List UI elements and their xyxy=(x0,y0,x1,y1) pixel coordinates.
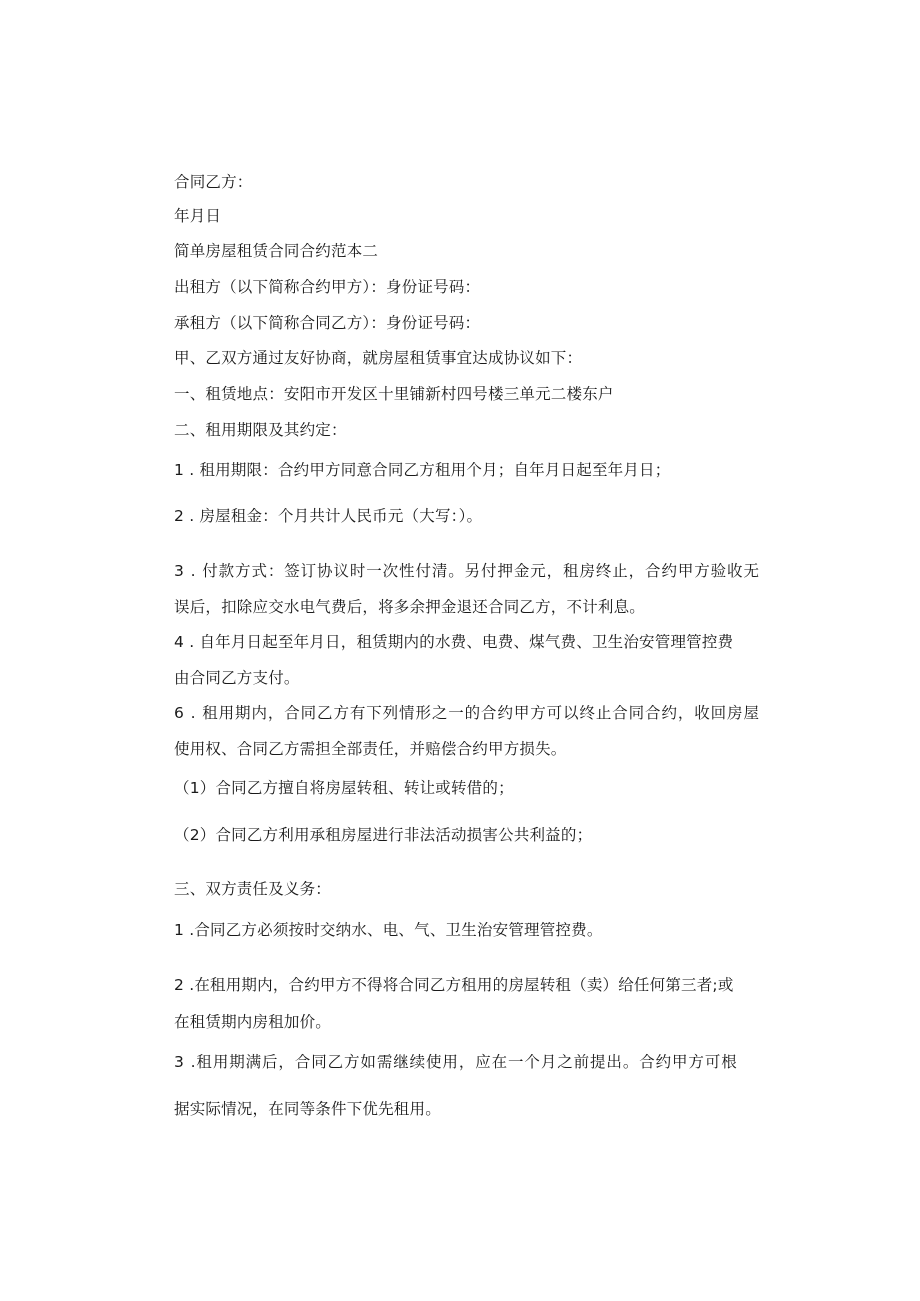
clause-2-2: 2 . 房屋租金：个月共计人民币元（大写：）。 xyxy=(174,507,483,525)
clause-3-3-line-1: 3 .租用期满后，合同乙方如需继续使用，应在一个月之前提出。合约甲方可根 xyxy=(174,1053,738,1071)
clause-2-4-line-1: 4 . 自年月日起至年月日，租赁期内的水费、电费、煤气费、卫生治安管理管控费 xyxy=(174,633,734,651)
lessor-line: 出租方（以下简称合约甲方）：身份证号码： xyxy=(174,278,481,296)
clause-2-6-item-2: （2）合同乙方利用承租房屋进行非法活动损害公共利益的； xyxy=(174,826,593,844)
clause-3-1: 1 .合同乙方必须按时交纳水、电、气、卫生治安管理管控费。 xyxy=(174,921,603,939)
clause-2-1: 1 . 租用期限：合约甲方同意合同乙方租用个月；自年月日起至年月日； xyxy=(174,461,671,479)
section-3-heading: 三、双方责任及义务： xyxy=(174,880,332,898)
clause-2-3-line-2: 误后，扣除应交水电气费后，将多余押金退还合同乙方，不计利息。 xyxy=(174,598,646,616)
section-2-heading: 二、租用期限及其约定： xyxy=(174,421,347,439)
clause-3-2-line-2: 在租赁期内房租加价。 xyxy=(174,1013,332,1031)
clause-2-3-line-1: 3 . 付款方式：签订协议时一次性付清。另付押金元，租房终止，合约甲方验收无 xyxy=(174,562,760,580)
clause-2-4-line-2: 由合同乙方支付。 xyxy=(174,669,300,687)
clause-2-6-line-1: 6 . 租用期内，合同乙方有下列情形之一的合约甲方可以终止合同合约，收回房屋 xyxy=(174,704,760,722)
contract-party-b-label: 合同乙方： xyxy=(174,173,253,191)
date-label: 年月日 xyxy=(174,207,222,225)
agreement-intro: 甲、乙双方通过友好协商，就房屋租赁事宜达成协议如下： xyxy=(174,349,583,367)
clause-2-6-line-2: 使用权、合同乙方需担全部责任，并赔偿合约甲方损失。 xyxy=(174,740,567,758)
clause-2-6-item-1: （1）合同乙方擅自将房屋转租、转让或转借的； xyxy=(174,779,514,797)
section-1-location: 一、租赁地点：安阳市开发区十里铺新村四号楼三单元二楼东户 xyxy=(174,385,614,403)
document-title: 简单房屋租赁合同合约范本二 xyxy=(174,242,379,260)
clause-3-3-line-2: 据实际情况，在同等条件下优先租用。 xyxy=(174,1100,441,1118)
lessee-line: 承租方（以下简称合同乙方）：身份证号码： xyxy=(174,314,481,332)
clause-3-2-line-1: 2 .在租用期内，合约甲方不得将合同乙方租用的房屋转租（卖）给任何第三者;或 xyxy=(174,976,734,994)
